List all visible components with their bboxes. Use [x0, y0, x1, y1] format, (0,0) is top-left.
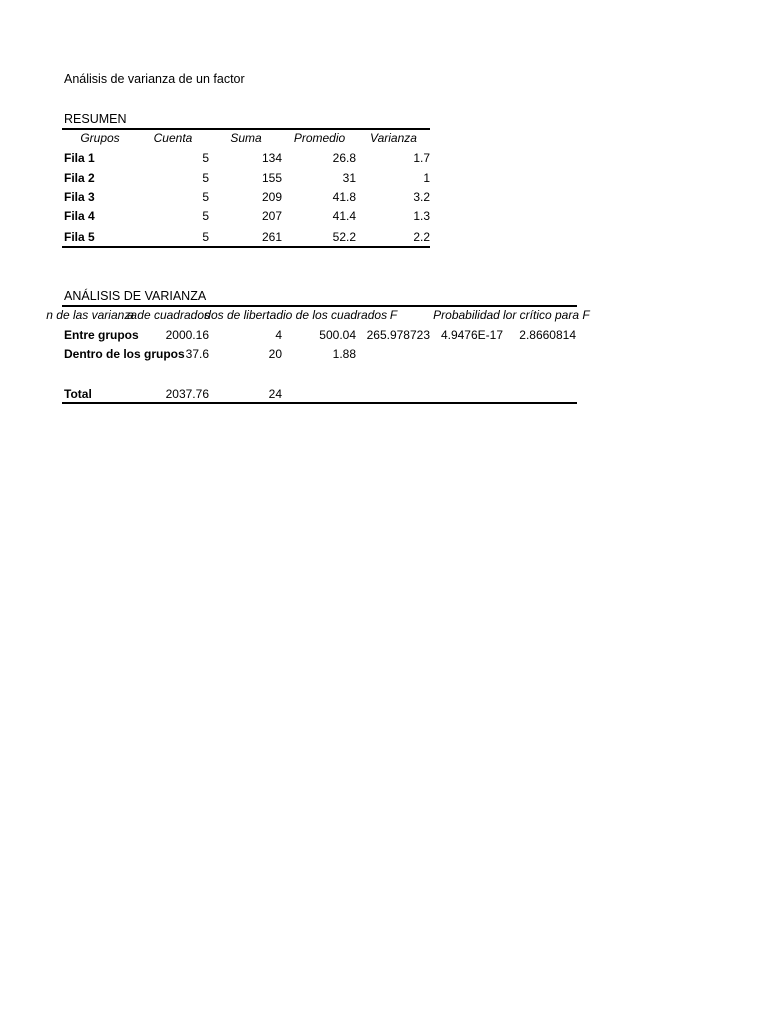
cell-suma-cuadrados: 37.6: [185, 347, 209, 361]
anova-bottom-rule: [62, 402, 577, 404]
row-label: Fila 3: [64, 190, 95, 204]
cell-probabilidad: 4.9476E-17: [440, 328, 503, 342]
header-varianza: Varianza: [370, 131, 417, 145]
header-valor-critico: lor crítico para F: [503, 308, 590, 322]
cell-varianza: 1.3: [413, 209, 430, 223]
cell-cuenta: 5: [202, 230, 209, 244]
cell-suma: 155: [261, 171, 282, 185]
anova-heading: ANÁLISIS DE VARIANZA: [64, 289, 207, 303]
resumen-top-rule: [62, 128, 430, 130]
resumen-bottom-rule: [62, 246, 430, 248]
cell-suma-cuadrados: 2037.76: [165, 387, 209, 401]
header-probabilidad: Probabilidad: [433, 308, 500, 322]
cell-promedio-cuadrados: 500.04: [319, 328, 356, 342]
row-label: Entre grupos: [64, 328, 139, 342]
header-grupos: Grupos: [80, 131, 120, 145]
cell-varianza: 3.2: [413, 190, 430, 204]
row-label: Fila 5: [64, 230, 95, 244]
cell-cuenta: 5: [202, 190, 209, 204]
cell-promedio: 31: [342, 171, 356, 185]
cell-cuenta: 5: [202, 209, 209, 223]
cell-varianza: 2.2: [413, 230, 430, 244]
cell-promedio: 41.4: [332, 209, 356, 223]
cell-varianza: 1: [423, 171, 430, 185]
anova-top-rule: [62, 305, 577, 307]
header-suma: Suma: [230, 131, 262, 145]
cell-promedio: 26.8: [332, 151, 356, 165]
cell-promedio: 41.8: [332, 190, 356, 204]
row-label: Total: [64, 387, 92, 401]
cell-suma-cuadrados: 2000.16: [165, 328, 209, 342]
header-suma-cuadrados: a de cuadrados: [127, 308, 210, 322]
cell-suma: 207: [261, 209, 282, 223]
page-title: Análisis de varianza de un factor: [64, 72, 245, 86]
row-label: Fila 1: [64, 151, 95, 165]
header-origen: n de las varianza: [46, 308, 137, 322]
cell-varianza: 1.7: [413, 151, 430, 165]
header-grados-libertad: dos de libertad: [204, 308, 283, 322]
resumen-heading: RESUMEN: [64, 112, 127, 126]
cell-grados-libertad: 20: [268, 347, 282, 361]
cell-cuenta: 5: [202, 151, 209, 165]
header-f: F: [389, 308, 398, 322]
cell-promedio-cuadrados: 1.88: [332, 347, 356, 361]
header-cuenta: Cuenta: [153, 131, 193, 145]
cell-suma: 134: [261, 151, 282, 165]
cell-grados-libertad: 4: [275, 328, 282, 342]
cell-cuenta: 5: [202, 171, 209, 185]
row-label: Fila 2: [64, 171, 95, 185]
cell-valor-critico: 2.8660814: [519, 328, 576, 342]
cell-suma: 209: [261, 190, 282, 204]
cell-grados-libertad: 24: [268, 387, 282, 401]
header-promedio-cuadrados: io de los cuadrados: [283, 308, 388, 322]
header-promedio: Promedio: [293, 131, 346, 145]
cell-suma: 261: [261, 230, 282, 244]
cell-f: 265.978723: [366, 328, 430, 342]
row-label: Fila 4: [64, 209, 95, 223]
cell-promedio: 52.2: [332, 230, 356, 244]
row-label: Dentro de los grupos: [64, 347, 185, 361]
